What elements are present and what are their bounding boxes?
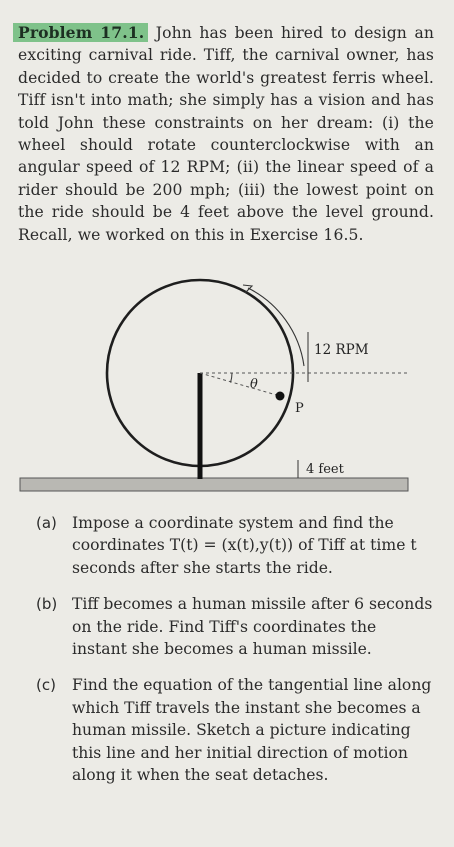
- rider-point: [276, 392, 285, 401]
- problem-statement: [18, 22, 434, 246]
- part-label: (a): [36, 514, 57, 532]
- part-text: Find the equation of the tangential line along which Tiff travels the instant she becomes a human missile. Sketch a picture indicating this line and her initial direction of motion along it when the seat detaches.: [72, 676, 432, 785]
- part-label: (c): [36, 676, 56, 695]
- part-a: [36, 512, 436, 579]
- part-c: [36, 674, 436, 786]
- part-text: Tiff becomes a human missile after 6 seconds on the ride. Find Tiff's coordinates the instant she becomes a human missile.: [72, 595, 433, 659]
- radius-line: [200, 373, 280, 396]
- angle-arc: [231, 373, 233, 383]
- height-label: 4 feet: [306, 462, 344, 477]
- ground: [20, 478, 408, 491]
- rpm-label: 12 RPM: [314, 342, 369, 358]
- problem-text: John has been hired to design an exciting carnival ride. Tiff, the carnival owner, has decided to create the world's greatest ferris wheel. Tiff isn't into math; she simply has a vision and has told John these constraints on her dream: (i) the wheel should rotate counterclockwise with an angular speed of 12 RPM; (ii) the linear speed of a rider should be 200 mph; (iii) the lowest point on the ride should be 4 feet above the level ground. Recall, we worked on this in Exercise 16.5.: [18, 24, 435, 244]
- angle-label: θ: [250, 377, 258, 392]
- part-text: Impose a coordinate system and find the coordinates T(t) = (x(t),y(t)) of Tiff at time t seconds after she starts the ride.: [72, 514, 417, 577]
- part-b: [36, 593, 436, 660]
- problem-label-separator: .: [138, 23, 145, 42]
- ferris-wheel-figure: [18, 272, 434, 504]
- part-label: (b): [36, 595, 58, 614]
- problem-parts: [36, 512, 436, 800]
- point-label: P: [295, 401, 304, 416]
- problem-label-text: Problem 17.1: [18, 23, 139, 42]
- problem-label: [13, 23, 148, 42]
- ferris-wheel-diagram: [18, 272, 434, 504]
